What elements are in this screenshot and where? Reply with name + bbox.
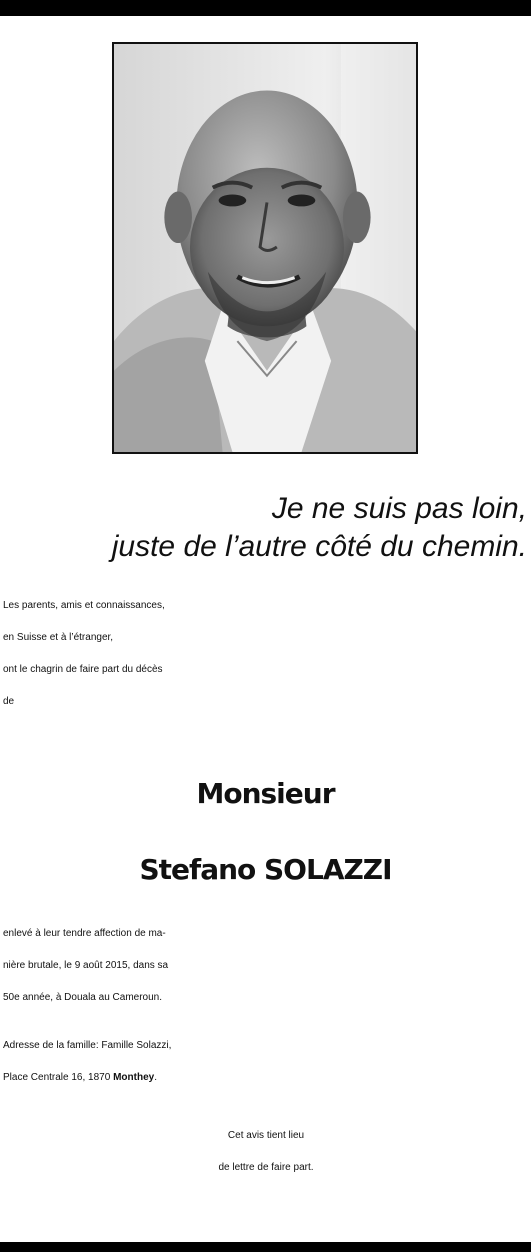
details-line-3: 50e année, à Douala au Cameroun. [3,992,163,1003]
top-rule [0,0,531,16]
quote-line-1: Je ne suis pas loin, [271,492,527,525]
deceased-name: Stefano SOLAZZI [139,853,392,886]
closing-line-1: Cet avis tient lieu [227,1130,305,1141]
closing-line-2: de lettre de faire part. [218,1162,314,1173]
intro-line-1: Les parents, amis et connaissances, [3,600,165,611]
intro-line-4: de [3,696,15,707]
quote-line-2: juste de l’autre côté du chemin. [111,530,527,563]
family-address [3,1030,529,1094]
address-city: Monthey [113,1072,155,1083]
address-period: . [154,1072,157,1083]
deceased-title: Monsieur [196,777,335,810]
bottom-rule [0,1242,531,1252]
announcement-intro [3,590,529,718]
details-line-2: nière brutale, le 9 août 2015, dans sa [3,960,169,971]
intro-line-2: en Suisse et à l’étranger, [3,632,114,643]
address-street: Place Centrale 16, 1870 [3,1072,114,1083]
intro-line-3: ont le chagrin de faire part du décès [3,664,163,675]
address-line-2 [3,1062,529,1094]
address-line-1: Adresse de la famille: Famille Solazzi, [3,1040,172,1051]
portrait-image [114,44,416,452]
details-line-1: enlevé à leur tendre affection de ma- [3,928,166,939]
death-details [3,918,529,1014]
portrait-photo [112,42,418,454]
epigraph-quote [7,490,527,566]
closing-note [3,1120,529,1184]
